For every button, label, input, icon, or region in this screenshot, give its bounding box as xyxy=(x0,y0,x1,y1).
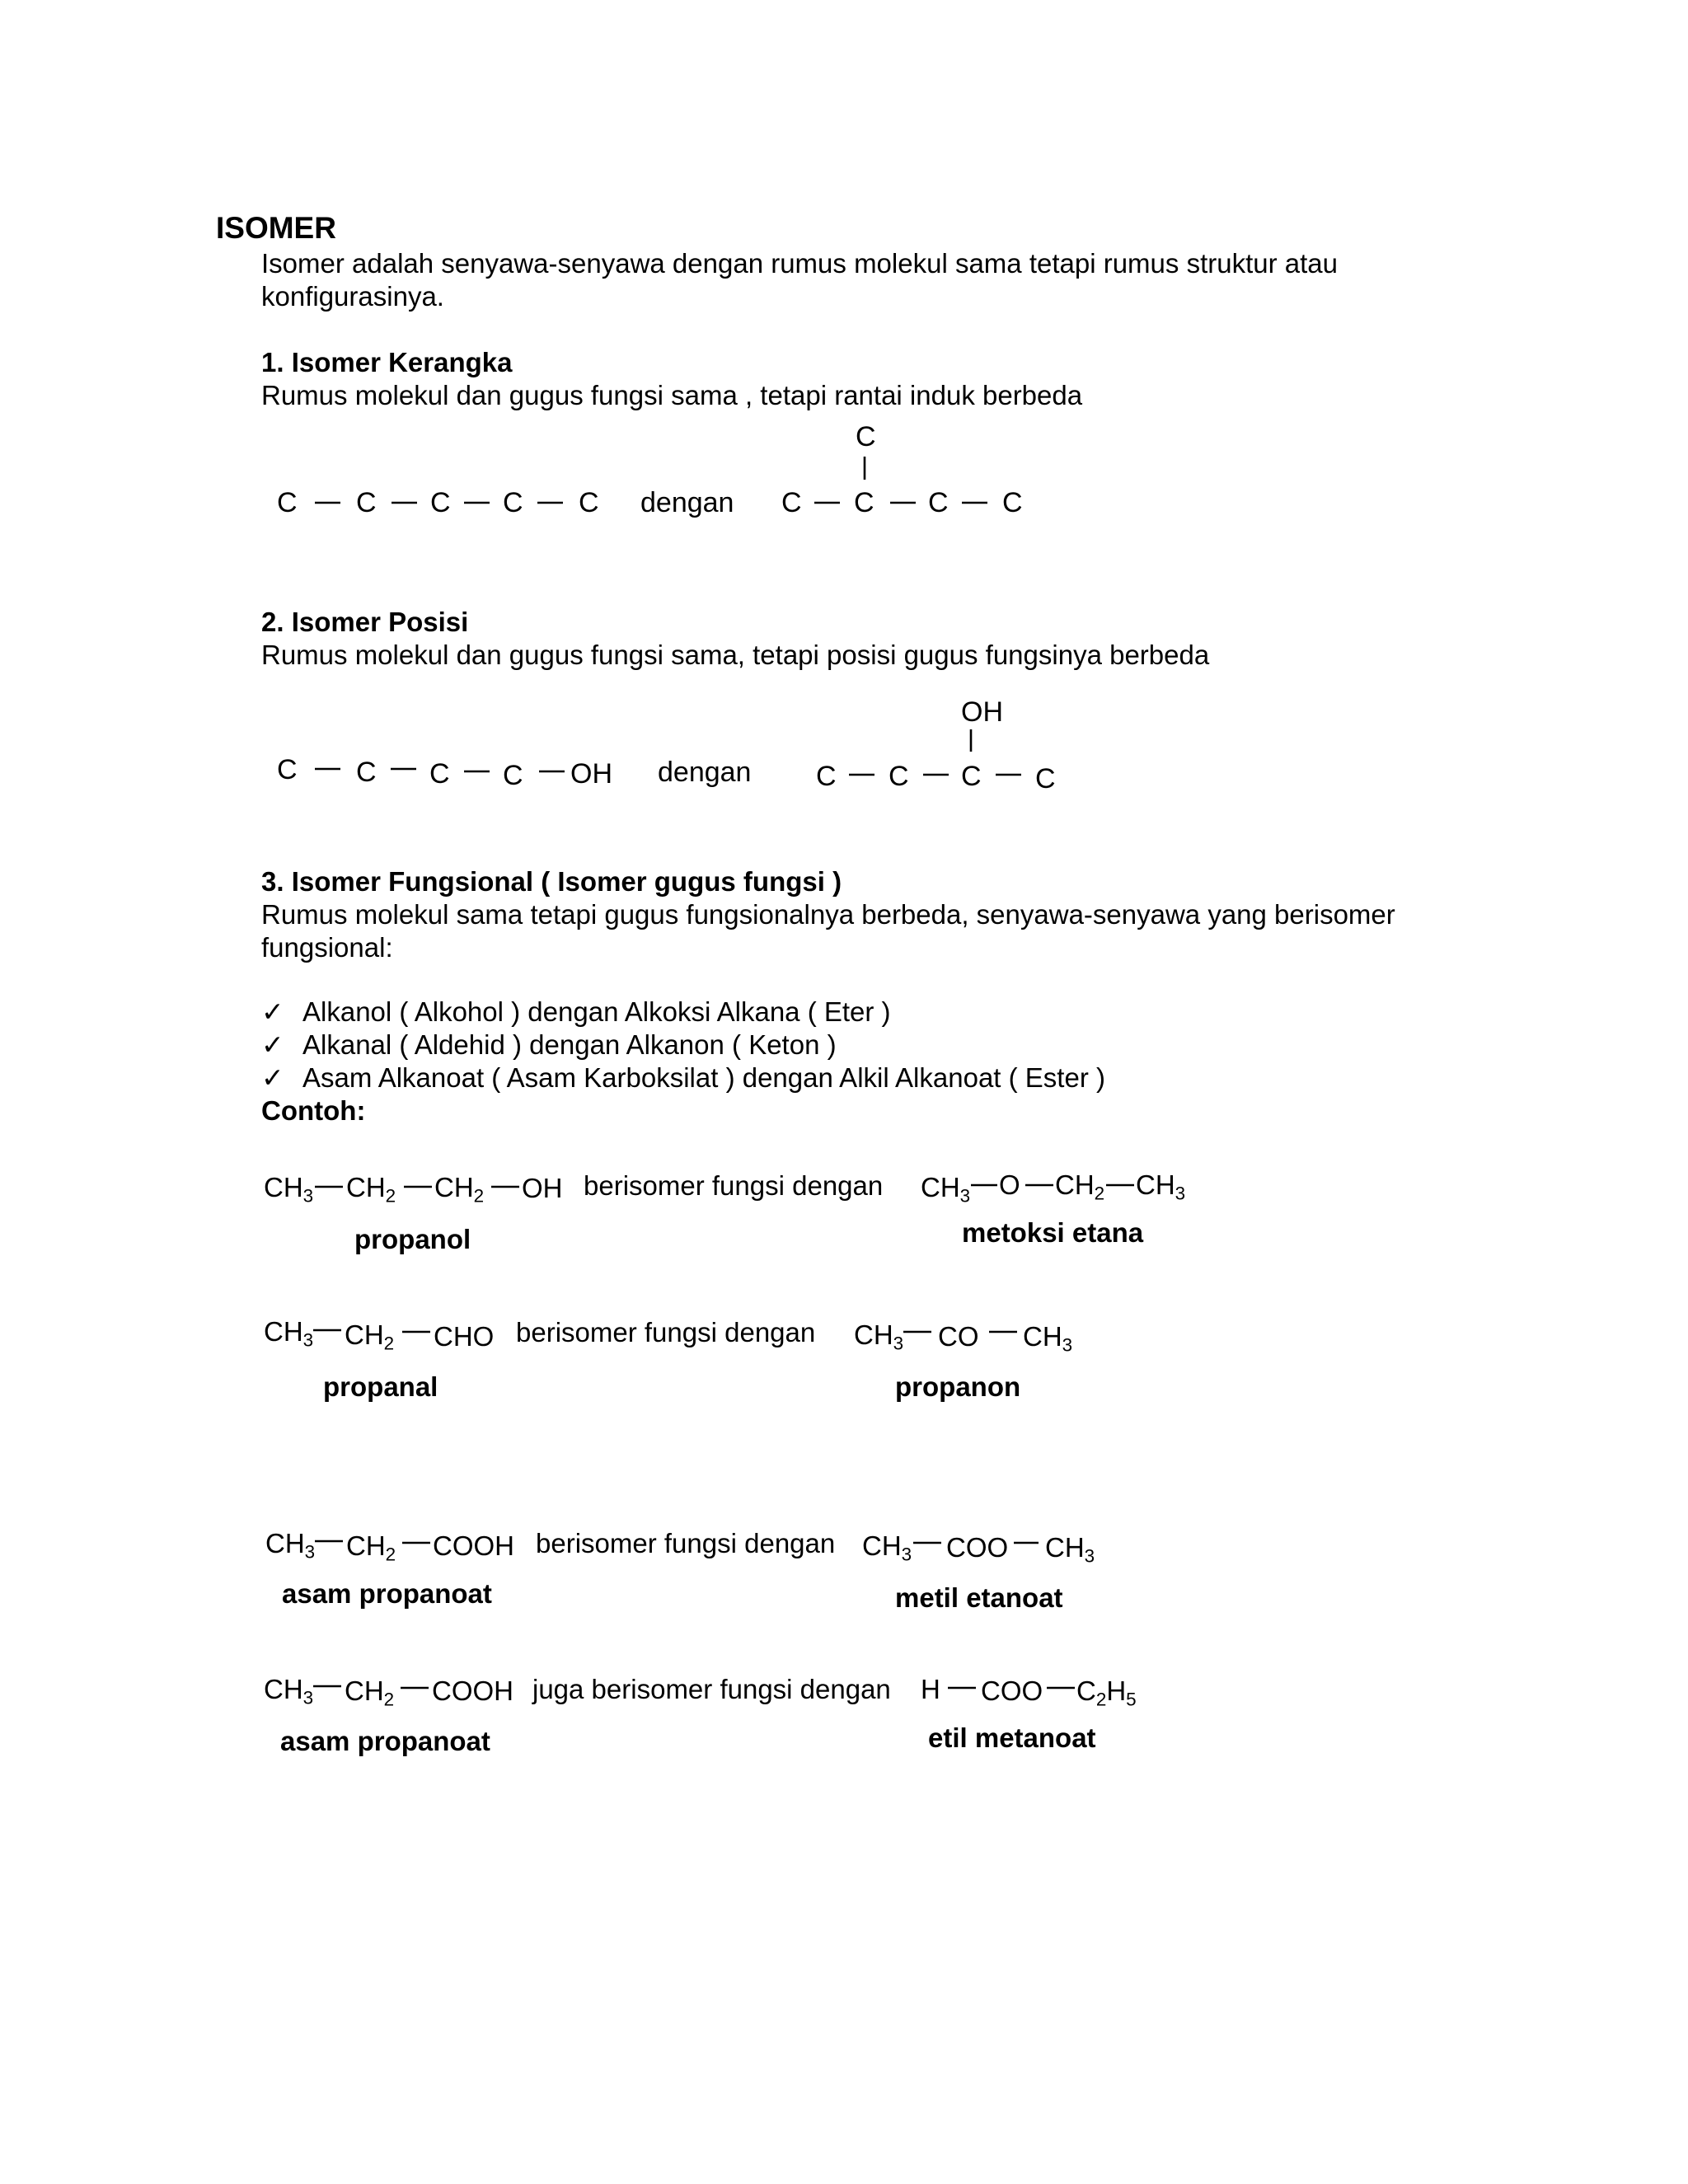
formula-part: $CH_2$ xyxy=(345,1675,395,1710)
checkmark-icon: ✓ xyxy=(261,1062,284,1093)
etil-metanoat-label: etil metanoat xyxy=(928,1722,1096,1753)
relation-text: berisomer fungsi dengan xyxy=(516,1317,816,1347)
section-2-heading: 2. Isomer Posisi xyxy=(261,607,469,637)
metil-etanoat-label: metil etanoat xyxy=(895,1582,1063,1613)
propanol-label: propanol xyxy=(354,1224,471,1254)
section-3-description-cont: fungsional: xyxy=(261,932,393,963)
chain-atom: C xyxy=(816,761,837,792)
relation-text: berisomer fungsi dengan xyxy=(536,1528,836,1558)
formula-part: CO xyxy=(938,1321,979,1352)
propanon-label: propanon xyxy=(895,1371,1021,1402)
section-2-description: Rumus molekul dan gugus fungsi sama, tetapi posisi gugus fungsinya berbeda xyxy=(261,640,1210,670)
list-item: ✓ Asam Alkanoat ( Asam Karboksilat ) dengan Alkil Alkanoat ( Ester ) xyxy=(261,1062,1105,1093)
section-3-heading: 3. Isomer Fungsional ( Isomer gugus fungsi ) xyxy=(261,866,842,897)
formula-part: COOH xyxy=(433,1530,514,1561)
page-title: ISOMER xyxy=(216,211,336,245)
position-isomer-diagram xyxy=(264,692,1071,799)
section-3-description: Rumus molekul sama tetapi gugus fungsionalnya berbeda, senyawa-senyawa yang berisomer xyxy=(261,899,1395,930)
relation-text: juga berisomer fungsi dengan xyxy=(532,1674,891,1704)
formula-part: $CH_2$ xyxy=(1055,1169,1105,1204)
formula-part: OH xyxy=(522,1173,563,1203)
chain-atom: C xyxy=(854,487,874,518)
formula-part: COO xyxy=(946,1532,1009,1563)
asam-propanoat-label: asam propanoat xyxy=(282,1578,492,1609)
formula-part: COOH xyxy=(432,1675,513,1706)
chain-atom: C xyxy=(579,487,599,518)
propanol-formula: $CH_3$ xyxy=(264,1172,314,1207)
list-item: ✓ Alkanol ( Alkohol ) dengan Alkoksi Alkana ( Eter ) xyxy=(261,996,891,1027)
chain-atom: C xyxy=(429,758,450,790)
propanon-formula: $CH_3$ xyxy=(854,1319,904,1354)
example-1-bonds xyxy=(313,1179,1187,1195)
asam-propanoat-formula: $CH_3$ xyxy=(264,1674,314,1708)
example-4-bonds xyxy=(312,1680,1086,1696)
example-2-bonds xyxy=(312,1324,1029,1340)
hydroxyl-group: OH xyxy=(570,758,612,790)
asam-propanoat-formula: $CH_3$ xyxy=(265,1528,316,1563)
chain-atom: C xyxy=(277,754,298,785)
skeletal-isomer-diagram xyxy=(264,419,1055,526)
list-item: ✓ Alkanal ( Aldehid ) dengan Alkanon ( Keton ) xyxy=(261,1029,837,1060)
propanal-label: propanal xyxy=(323,1371,438,1402)
formula-part: $CH_2$ xyxy=(434,1172,485,1207)
asam-propanoat-label: asam propanoat xyxy=(280,1726,490,1756)
formula-part: $CH_3$ xyxy=(1023,1321,1073,1356)
formula-part: $CH_2$ xyxy=(346,1172,396,1207)
chain-atom: C xyxy=(430,487,451,518)
checkmark-icon: ✓ xyxy=(261,1029,284,1060)
dengan-label: dengan xyxy=(658,757,752,788)
formula-part: $CH_2$ xyxy=(346,1530,396,1565)
formula-part: $CH_3$ xyxy=(1045,1532,1095,1567)
chain-atom: C xyxy=(356,487,377,518)
metoksi-etana-label: metoksi etana xyxy=(962,1217,1144,1248)
formula-part: $CH_3$ xyxy=(1136,1169,1186,1204)
chain-atom: C xyxy=(961,761,982,792)
checkmark-icon: ✓ xyxy=(261,996,284,1027)
chain-atom: C xyxy=(889,761,909,792)
chain-atom: C xyxy=(928,487,949,518)
etil-metanoat-formula: H xyxy=(921,1674,940,1704)
chain-atom: C xyxy=(503,760,523,791)
chain-atom: C xyxy=(356,757,377,788)
chain-atom: C xyxy=(503,487,523,518)
branch-atom: C xyxy=(856,421,876,452)
chain-atom: C xyxy=(1035,763,1056,794)
formula-part: $CH_2$ xyxy=(345,1319,395,1354)
chain-atom: C xyxy=(781,487,802,518)
dengan-label: dengan xyxy=(640,487,734,518)
intro-line-2: konfigurasinya. xyxy=(261,281,444,312)
formula-part: CHO xyxy=(434,1321,495,1352)
formula-part: O xyxy=(999,1169,1020,1200)
formula-part: COO xyxy=(981,1675,1043,1706)
metoksi-etana-formula: $CH_3$ xyxy=(921,1172,971,1207)
section-1-description: Rumus molekul dan gugus fungsi sama , tetapi rantai induk berbeda xyxy=(261,380,1083,410)
formula-part: $C_2H_5$ xyxy=(1076,1675,1137,1710)
intro-line-1: Isomer adalah senyawa-senyawa dengan rumus molekul sama tetapi rumus struktur atau xyxy=(261,248,1338,279)
chain-atom: C xyxy=(1002,487,1023,518)
chain-atom: C xyxy=(277,487,298,518)
section-1-heading: 1. Isomer Kerangka xyxy=(261,347,513,377)
hydroxyl-branch: OH xyxy=(961,696,1003,728)
propanal-formula: $CH_3$ xyxy=(264,1316,314,1351)
metil-etanoat-formula: $CH_3$ xyxy=(862,1530,912,1565)
example-3-bonds xyxy=(313,1535,1039,1551)
relation-text: berisomer fungsi dengan xyxy=(584,1170,884,1201)
contoh-label: Contoh: xyxy=(261,1095,366,1126)
